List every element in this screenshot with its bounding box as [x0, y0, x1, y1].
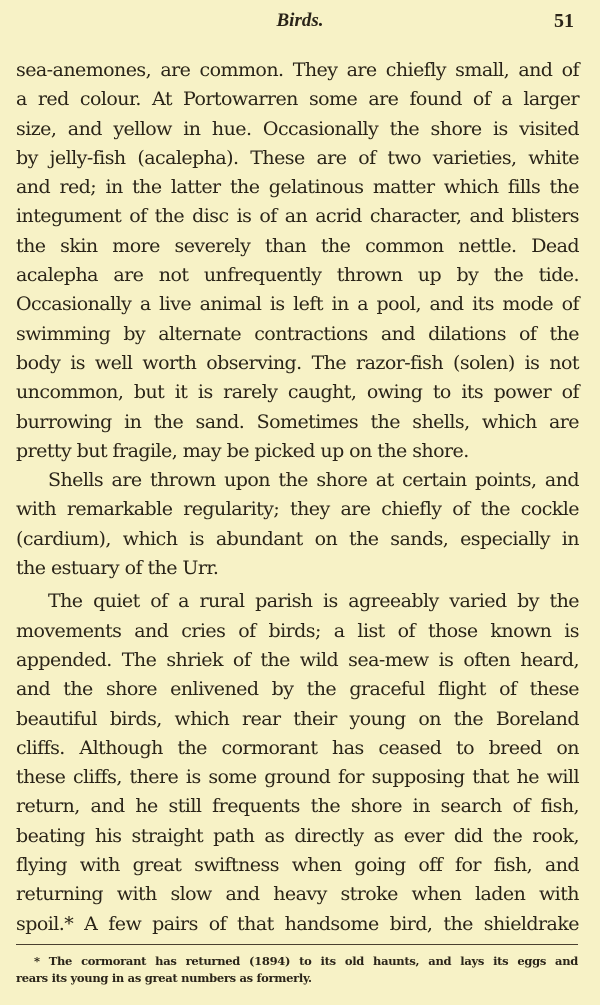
text-line: (cardium), which is abundant on the sands, especially in	[16, 527, 579, 550]
text-line: burrowing in the sand. Sometimes the shells, which are	[16, 410, 579, 433]
text-line: uncommon, but it is rarely caught, owing to its power of	[16, 381, 579, 404]
text-line: a red colour. At Portowarren some are found of a larger	[16, 88, 579, 111]
text-line: flying with great swiftness when going off for fish, and	[16, 854, 579, 877]
body-text	[16, 56, 579, 939]
text-line: returning with slow and heavy stroke when laden with	[16, 883, 579, 906]
text-line: cliffs. Although the cormorant has ceased to breed on	[16, 736, 579, 759]
text-line: spoil.* A few pairs of that handsome bird, the shieldrake	[16, 912, 579, 935]
running-head	[0, 10, 600, 40]
text-line: and red; in the latter the gelatinous matter which fills the	[16, 176, 579, 199]
text-line: The quiet of a rural parish is agreeably varied by the	[48, 590, 579, 613]
text-line: and the shore enlivened by the graceful flight of these	[16, 678, 579, 701]
text-line: pretty but fragile, may be picked up on the shore.	[16, 439, 469, 462]
footnote-rule	[16, 944, 578, 945]
text-line: size, and yellow in hue. Occasionally the shore is visited	[16, 117, 579, 140]
page-number: 51	[554, 10, 574, 32]
text-line: acalepha are not unfrequently thrown up by the tide.	[16, 264, 579, 287]
text-line: the skin more severely than the common nettle. Dead	[16, 234, 579, 257]
text-line: return, and he still frequents the shore in search of fish,	[16, 795, 579, 818]
text-line: by jelly-fish (acalepha). These are of two varieties, white	[16, 146, 579, 169]
footnote	[16, 953, 578, 987]
text-line: Shells are thrown upon the shore at certain points, and	[48, 469, 579, 492]
text-line: with remarkable regularity; they are chiefly of the cockle	[16, 498, 579, 521]
text-line: sea-anemones, are common. They are chiefly small, and of	[16, 59, 579, 81]
text-line: movements and cries of birds; a list of those known is	[16, 619, 579, 642]
footnote-line: * The cormorant has returned (1894) to its old haunts, and lays its eggs and	[34, 954, 578, 968]
text-line: Occasionally a live animal is left in a pool, and its mode of	[16, 293, 579, 316]
text-line: these cliffs, there is some ground for supposing that he will	[16, 766, 579, 789]
text-line: body is well worth observing. The razor-fish (solen) is not	[16, 351, 579, 374]
text-line: beautiful birds, which rear their young on the Boreland	[16, 707, 579, 730]
text-line: beating his straight path as directly as ever did the rook,	[16, 824, 579, 847]
text-line: the estuary of the Urr.	[16, 557, 219, 580]
running-title: Birds.	[276, 10, 324, 31]
footnote-line: rears its young in as great numbers as formerly.	[16, 971, 312, 985]
text-line: appended. The shriek of the wild sea-mew is often heard,	[16, 648, 579, 671]
text-line: swimming by alternate contractions and dilations of the	[16, 322, 579, 345]
text-line: integument of the disc is of an acrid character, and blisters	[16, 205, 579, 228]
